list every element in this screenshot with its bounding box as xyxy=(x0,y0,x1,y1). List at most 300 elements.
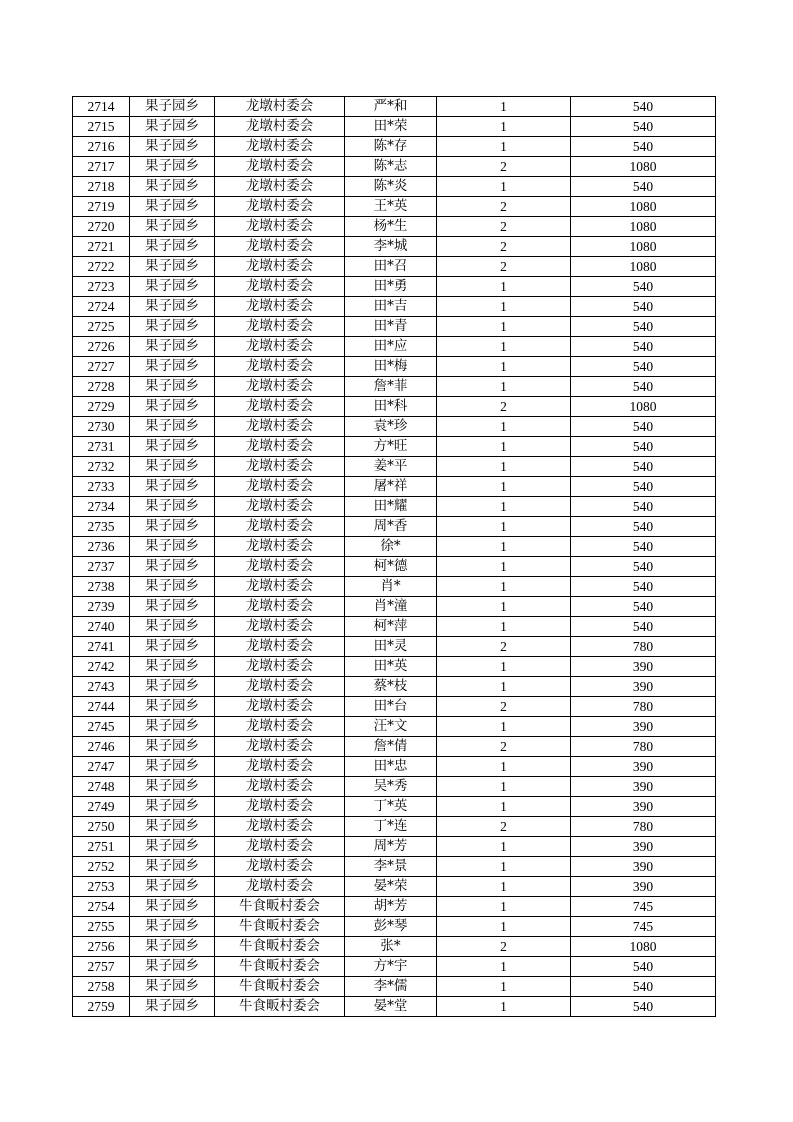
cell-household-count: 1 xyxy=(437,457,571,477)
cell-serial-number: 2759 xyxy=(73,997,130,1017)
cell-township: 果子园乡 xyxy=(130,137,215,157)
table-row xyxy=(73,617,716,637)
cell-amount: 780 xyxy=(571,697,716,717)
table-row xyxy=(73,217,716,237)
cell-person-name: 姜*平 xyxy=(345,457,437,477)
cell-village-committee: 龙墩村委会 xyxy=(215,497,345,517)
table-row xyxy=(73,477,716,497)
cell-village-committee: 龙墩村委会 xyxy=(215,697,345,717)
cell-township: 果子园乡 xyxy=(130,857,215,877)
cell-household-count: 2 xyxy=(437,737,571,757)
cell-serial-number: 2725 xyxy=(73,317,130,337)
cell-person-name: 杨*生 xyxy=(345,217,437,237)
cell-serial-number: 2752 xyxy=(73,857,130,877)
table-row xyxy=(73,857,716,877)
table-row xyxy=(73,537,716,557)
cell-household-count: 1 xyxy=(437,957,571,977)
cell-village-committee: 龙墩村委会 xyxy=(215,777,345,797)
cell-serial-number: 2753 xyxy=(73,877,130,897)
table-row xyxy=(73,97,716,117)
table-row xyxy=(73,117,716,137)
cell-person-name: 田*梅 xyxy=(345,357,437,377)
cell-person-name: 陈*志 xyxy=(345,157,437,177)
cell-village-committee: 牛食畈村委会 xyxy=(215,937,345,957)
cell-person-name: 田*青 xyxy=(345,317,437,337)
cell-household-count: 1 xyxy=(437,777,571,797)
cell-household-count: 1 xyxy=(437,857,571,877)
cell-person-name: 彭*琴 xyxy=(345,917,437,937)
cell-serial-number: 2748 xyxy=(73,777,130,797)
cell-person-name: 李*景 xyxy=(345,857,437,877)
cell-household-count: 1 xyxy=(437,97,571,117)
cell-serial-number: 2722 xyxy=(73,257,130,277)
cell-township: 果子园乡 xyxy=(130,337,215,357)
cell-village-committee: 牛食畈村委会 xyxy=(215,997,345,1017)
cell-serial-number: 2735 xyxy=(73,517,130,537)
cell-amount: 390 xyxy=(571,717,716,737)
cell-amount: 540 xyxy=(571,477,716,497)
table-row xyxy=(73,837,716,857)
cell-serial-number: 2743 xyxy=(73,677,130,697)
cell-household-count: 1 xyxy=(437,557,571,577)
cell-serial-number: 2746 xyxy=(73,737,130,757)
cell-amount: 540 xyxy=(571,537,716,557)
cell-amount: 1080 xyxy=(571,257,716,277)
cell-township: 果子园乡 xyxy=(130,297,215,317)
cell-amount: 540 xyxy=(571,577,716,597)
cell-household-count: 1 xyxy=(437,437,571,457)
cell-household-count: 1 xyxy=(437,317,571,337)
cell-township: 果子园乡 xyxy=(130,597,215,617)
cell-person-name: 田*台 xyxy=(345,697,437,717)
cell-household-count: 2 xyxy=(437,937,571,957)
cell-township: 果子园乡 xyxy=(130,497,215,517)
cell-amount: 540 xyxy=(571,517,716,537)
cell-township: 果子园乡 xyxy=(130,97,215,117)
cell-amount: 1080 xyxy=(571,197,716,217)
cell-serial-number: 2741 xyxy=(73,637,130,657)
table-row xyxy=(73,397,716,417)
cell-person-name: 田*勇 xyxy=(345,277,437,297)
cell-serial-number: 2733 xyxy=(73,477,130,497)
cell-amount: 540 xyxy=(571,977,716,997)
cell-township: 果子园乡 xyxy=(130,917,215,937)
cell-person-name: 陈*炎 xyxy=(345,177,437,197)
cell-township: 果子园乡 xyxy=(130,957,215,977)
cell-household-count: 1 xyxy=(437,717,571,737)
cell-serial-number: 2717 xyxy=(73,157,130,177)
cell-serial-number: 2729 xyxy=(73,397,130,417)
cell-serial-number: 2720 xyxy=(73,217,130,237)
cell-person-name: 周*香 xyxy=(345,517,437,537)
cell-village-committee: 牛食畈村委会 xyxy=(215,897,345,917)
cell-township: 果子园乡 xyxy=(130,437,215,457)
cell-township: 果子园乡 xyxy=(130,717,215,737)
cell-person-name: 柯*萍 xyxy=(345,617,437,637)
cell-village-committee: 龙墩村委会 xyxy=(215,357,345,377)
cell-village-committee: 龙墩村委会 xyxy=(215,137,345,157)
cell-serial-number: 2745 xyxy=(73,717,130,737)
table-row xyxy=(73,357,716,377)
cell-township: 果子园乡 xyxy=(130,397,215,417)
cell-serial-number: 2738 xyxy=(73,577,130,597)
table-row xyxy=(73,897,716,917)
table-row xyxy=(73,817,716,837)
cell-household-count: 1 xyxy=(437,597,571,617)
cell-township: 果子园乡 xyxy=(130,477,215,497)
cell-village-committee: 龙墩村委会 xyxy=(215,97,345,117)
cell-village-committee: 龙墩村委会 xyxy=(215,737,345,757)
cell-serial-number: 2734 xyxy=(73,497,130,517)
cell-village-committee: 牛食畈村委会 xyxy=(215,957,345,977)
cell-household-count: 1 xyxy=(437,577,571,597)
cell-village-committee: 龙墩村委会 xyxy=(215,417,345,437)
cell-amount: 540 xyxy=(571,317,716,337)
cell-amount: 745 xyxy=(571,917,716,937)
cell-village-committee: 龙墩村委会 xyxy=(215,437,345,457)
cell-person-name: 张* xyxy=(345,937,437,957)
cell-person-name: 田*耀 xyxy=(345,497,437,517)
cell-person-name: 丁*英 xyxy=(345,797,437,817)
cell-township: 果子园乡 xyxy=(130,517,215,537)
cell-village-committee: 龙墩村委会 xyxy=(215,237,345,257)
cell-serial-number: 2750 xyxy=(73,817,130,837)
cell-person-name: 严*和 xyxy=(345,97,437,117)
cell-village-committee: 龙墩村委会 xyxy=(215,577,345,597)
cell-amount: 540 xyxy=(571,357,716,377)
cell-village-committee: 龙墩村委会 xyxy=(215,377,345,397)
cell-amount: 540 xyxy=(571,957,716,977)
table-row xyxy=(73,737,716,757)
table-row xyxy=(73,257,716,277)
table-row xyxy=(73,237,716,257)
cell-person-name: 李*儒 xyxy=(345,977,437,997)
cell-amount: 540 xyxy=(571,557,716,577)
cell-person-name: 蔡*枝 xyxy=(345,677,437,697)
table-row xyxy=(73,457,716,477)
cell-amount: 540 xyxy=(571,277,716,297)
cell-household-count: 1 xyxy=(437,357,571,377)
cell-village-committee: 龙墩村委会 xyxy=(215,877,345,897)
table-row xyxy=(73,657,716,677)
cell-household-count: 1 xyxy=(437,377,571,397)
cell-amount: 390 xyxy=(571,777,716,797)
cell-serial-number: 2715 xyxy=(73,117,130,137)
table-row xyxy=(73,337,716,357)
cell-village-committee: 龙墩村委会 xyxy=(215,217,345,237)
cell-person-name: 汪*文 xyxy=(345,717,437,737)
cell-household-count: 2 xyxy=(437,817,571,837)
cell-person-name: 周*芳 xyxy=(345,837,437,857)
cell-amount: 540 xyxy=(571,617,716,637)
cell-village-committee: 龙墩村委会 xyxy=(215,857,345,877)
cell-amount: 540 xyxy=(571,457,716,477)
cell-person-name: 詹*菲 xyxy=(345,377,437,397)
cell-amount: 745 xyxy=(571,897,716,917)
cell-household-count: 1 xyxy=(437,297,571,317)
cell-household-count: 2 xyxy=(437,397,571,417)
cell-serial-number: 2716 xyxy=(73,137,130,157)
cell-household-count: 2 xyxy=(437,157,571,177)
cell-village-committee: 龙墩村委会 xyxy=(215,657,345,677)
cell-township: 果子园乡 xyxy=(130,177,215,197)
cell-person-name: 田*吉 xyxy=(345,297,437,317)
cell-serial-number: 2732 xyxy=(73,457,130,477)
table-row xyxy=(73,677,716,697)
cell-person-name: 袁*珍 xyxy=(345,417,437,437)
cell-amount: 540 xyxy=(571,377,716,397)
cell-serial-number: 2754 xyxy=(73,897,130,917)
cell-household-count: 1 xyxy=(437,877,571,897)
cell-amount: 540 xyxy=(571,297,716,317)
cell-township: 果子园乡 xyxy=(130,277,215,297)
table-row xyxy=(73,757,716,777)
cell-person-name: 田*召 xyxy=(345,257,437,277)
cell-amount: 540 xyxy=(571,337,716,357)
cell-serial-number: 2758 xyxy=(73,977,130,997)
cell-serial-number: 2744 xyxy=(73,697,130,717)
cell-household-count: 2 xyxy=(437,637,571,657)
cell-township: 果子园乡 xyxy=(130,417,215,437)
cell-amount: 540 xyxy=(571,177,716,197)
cell-person-name: 詹*倩 xyxy=(345,737,437,757)
cell-amount: 540 xyxy=(571,97,716,117)
table-row xyxy=(73,157,716,177)
cell-amount: 1080 xyxy=(571,237,716,257)
cell-township: 果子园乡 xyxy=(130,537,215,557)
cell-household-count: 1 xyxy=(437,337,571,357)
cell-household-count: 1 xyxy=(437,657,571,677)
cell-serial-number: 2757 xyxy=(73,957,130,977)
cell-serial-number: 2739 xyxy=(73,597,130,617)
cell-household-count: 1 xyxy=(437,537,571,557)
cell-village-committee: 龙墩村委会 xyxy=(215,517,345,537)
cell-person-name: 田*应 xyxy=(345,337,437,357)
cell-amount: 390 xyxy=(571,877,716,897)
cell-village-committee: 龙墩村委会 xyxy=(215,157,345,177)
cell-person-name: 晏*荣 xyxy=(345,877,437,897)
cell-village-committee: 牛食畈村委会 xyxy=(215,917,345,937)
table-row xyxy=(73,177,716,197)
cell-household-count: 1 xyxy=(437,117,571,137)
cell-amount: 1080 xyxy=(571,157,716,177)
cell-village-committee: 龙墩村委会 xyxy=(215,677,345,697)
cell-household-count: 1 xyxy=(437,277,571,297)
cell-village-committee: 龙墩村委会 xyxy=(215,477,345,497)
cell-household-count: 1 xyxy=(437,897,571,917)
cell-village-committee: 龙墩村委会 xyxy=(215,457,345,477)
cell-household-count: 1 xyxy=(437,477,571,497)
cell-person-name: 吴*秀 xyxy=(345,777,437,797)
cell-amount: 1080 xyxy=(571,937,716,957)
cell-serial-number: 2721 xyxy=(73,237,130,257)
cell-serial-number: 2742 xyxy=(73,657,130,677)
cell-household-count: 1 xyxy=(437,497,571,517)
cell-village-committee: 龙墩村委会 xyxy=(215,537,345,557)
cell-township: 果子园乡 xyxy=(130,937,215,957)
cell-township: 果子园乡 xyxy=(130,217,215,237)
cell-serial-number: 2755 xyxy=(73,917,130,937)
cell-township: 果子园乡 xyxy=(130,677,215,697)
table-row xyxy=(73,277,716,297)
cell-serial-number: 2714 xyxy=(73,97,130,117)
cell-person-name: 方*旺 xyxy=(345,437,437,457)
table-row xyxy=(73,597,716,617)
table-row xyxy=(73,917,716,937)
cell-amount: 390 xyxy=(571,757,716,777)
cell-amount: 540 xyxy=(571,117,716,137)
cell-township: 果子园乡 xyxy=(130,577,215,597)
cell-person-name: 陈*存 xyxy=(345,137,437,157)
cell-serial-number: 2730 xyxy=(73,417,130,437)
cell-person-name: 丁*连 xyxy=(345,817,437,837)
cell-township: 果子园乡 xyxy=(130,557,215,577)
table-row xyxy=(73,997,716,1017)
cell-village-committee: 龙墩村委会 xyxy=(215,557,345,577)
cell-serial-number: 2749 xyxy=(73,797,130,817)
cell-serial-number: 2736 xyxy=(73,537,130,557)
cell-person-name: 徐* xyxy=(345,537,437,557)
cell-person-name: 王*英 xyxy=(345,197,437,217)
cell-person-name: 田*忠 xyxy=(345,757,437,777)
cell-amount: 390 xyxy=(571,857,716,877)
cell-township: 果子园乡 xyxy=(130,877,215,897)
cell-serial-number: 2747 xyxy=(73,757,130,777)
cell-village-committee: 龙墩村委会 xyxy=(215,617,345,637)
cell-township: 果子园乡 xyxy=(130,997,215,1017)
cell-village-committee: 龙墩村委会 xyxy=(215,297,345,317)
cell-village-committee: 龙墩村委会 xyxy=(215,637,345,657)
cell-household-count: 1 xyxy=(437,417,571,437)
cell-household-count: 1 xyxy=(437,137,571,157)
table-row xyxy=(73,697,716,717)
cell-serial-number: 2718 xyxy=(73,177,130,197)
cell-village-committee: 龙墩村委会 xyxy=(215,337,345,357)
cell-village-committee: 龙墩村委会 xyxy=(215,757,345,777)
table-row xyxy=(73,797,716,817)
table-row xyxy=(73,577,716,597)
cell-township: 果子园乡 xyxy=(130,797,215,817)
cell-township: 果子园乡 xyxy=(130,637,215,657)
cell-person-name: 肖* xyxy=(345,577,437,597)
cell-household-count: 1 xyxy=(437,177,571,197)
cell-serial-number: 2723 xyxy=(73,277,130,297)
cell-township: 果子园乡 xyxy=(130,317,215,337)
cell-village-committee: 龙墩村委会 xyxy=(215,397,345,417)
cell-person-name: 田*荣 xyxy=(345,117,437,137)
cell-amount: 780 xyxy=(571,737,716,757)
cell-village-committee: 牛食畈村委会 xyxy=(215,977,345,997)
cell-household-count: 1 xyxy=(437,997,571,1017)
table-row xyxy=(73,317,716,337)
cell-amount: 390 xyxy=(571,677,716,697)
roster-table xyxy=(72,96,716,1017)
cell-village-committee: 龙墩村委会 xyxy=(215,817,345,837)
cell-village-committee: 龙墩村委会 xyxy=(215,197,345,217)
table-row xyxy=(73,637,716,657)
cell-township: 果子园乡 xyxy=(130,197,215,217)
cell-person-name: 田*英 xyxy=(345,657,437,677)
cell-serial-number: 2726 xyxy=(73,337,130,357)
cell-person-name: 柯*德 xyxy=(345,557,437,577)
cell-township: 果子园乡 xyxy=(130,977,215,997)
cell-village-committee: 龙墩村委会 xyxy=(215,117,345,137)
cell-household-count: 1 xyxy=(437,617,571,637)
cell-serial-number: 2727 xyxy=(73,357,130,377)
cell-village-committee: 龙墩村委会 xyxy=(215,837,345,857)
cell-person-name: 方*宇 xyxy=(345,957,437,977)
cell-township: 果子园乡 xyxy=(130,617,215,637)
table-row xyxy=(73,137,716,157)
cell-village-committee: 龙墩村委会 xyxy=(215,277,345,297)
cell-township: 果子园乡 xyxy=(130,237,215,257)
cell-serial-number: 2756 xyxy=(73,937,130,957)
cell-person-name: 屠*祥 xyxy=(345,477,437,497)
table-row xyxy=(73,777,716,797)
cell-village-committee: 龙墩村委会 xyxy=(215,177,345,197)
cell-village-committee: 龙墩村委会 xyxy=(215,717,345,737)
cell-township: 果子园乡 xyxy=(130,157,215,177)
cell-household-count: 2 xyxy=(437,257,571,277)
cell-township: 果子园乡 xyxy=(130,457,215,477)
cell-household-count: 1 xyxy=(437,797,571,817)
cell-amount: 1080 xyxy=(571,217,716,237)
cell-amount: 390 xyxy=(571,797,716,817)
table-row xyxy=(73,557,716,577)
cell-household-count: 2 xyxy=(437,237,571,257)
cell-village-committee: 龙墩村委会 xyxy=(215,257,345,277)
cell-person-name: 胡*芳 xyxy=(345,897,437,917)
cell-serial-number: 2751 xyxy=(73,837,130,857)
cell-village-committee: 龙墩村委会 xyxy=(215,597,345,617)
cell-township: 果子园乡 xyxy=(130,257,215,277)
cell-township: 果子园乡 xyxy=(130,657,215,677)
cell-person-name: 晏*堂 xyxy=(345,997,437,1017)
cell-amount: 540 xyxy=(571,997,716,1017)
cell-township: 果子园乡 xyxy=(130,357,215,377)
cell-amount: 540 xyxy=(571,137,716,157)
table-row xyxy=(73,957,716,977)
cell-amount: 540 xyxy=(571,417,716,437)
roster-body xyxy=(73,97,716,1017)
cell-village-committee: 龙墩村委会 xyxy=(215,317,345,337)
cell-household-count: 1 xyxy=(437,677,571,697)
cell-serial-number: 2737 xyxy=(73,557,130,577)
cell-person-name: 田*灵 xyxy=(345,637,437,657)
cell-amount: 1080 xyxy=(571,397,716,417)
table-row xyxy=(73,297,716,317)
cell-household-count: 1 xyxy=(437,757,571,777)
cell-household-count: 1 xyxy=(437,837,571,857)
cell-person-name: 肖*潼 xyxy=(345,597,437,617)
cell-township: 果子园乡 xyxy=(130,697,215,717)
cell-amount: 540 xyxy=(571,597,716,617)
cell-township: 果子园乡 xyxy=(130,777,215,797)
cell-township: 果子园乡 xyxy=(130,897,215,917)
table-row xyxy=(73,497,716,517)
table-row xyxy=(73,437,716,457)
cell-township: 果子园乡 xyxy=(130,737,215,757)
cell-amount: 540 xyxy=(571,437,716,457)
cell-township: 果子园乡 xyxy=(130,757,215,777)
cell-household-count: 1 xyxy=(437,977,571,997)
table-row xyxy=(73,517,716,537)
cell-amount: 390 xyxy=(571,657,716,677)
cell-serial-number: 2719 xyxy=(73,197,130,217)
cell-township: 果子园乡 xyxy=(130,117,215,137)
table-row xyxy=(73,977,716,997)
table-row xyxy=(73,717,716,737)
